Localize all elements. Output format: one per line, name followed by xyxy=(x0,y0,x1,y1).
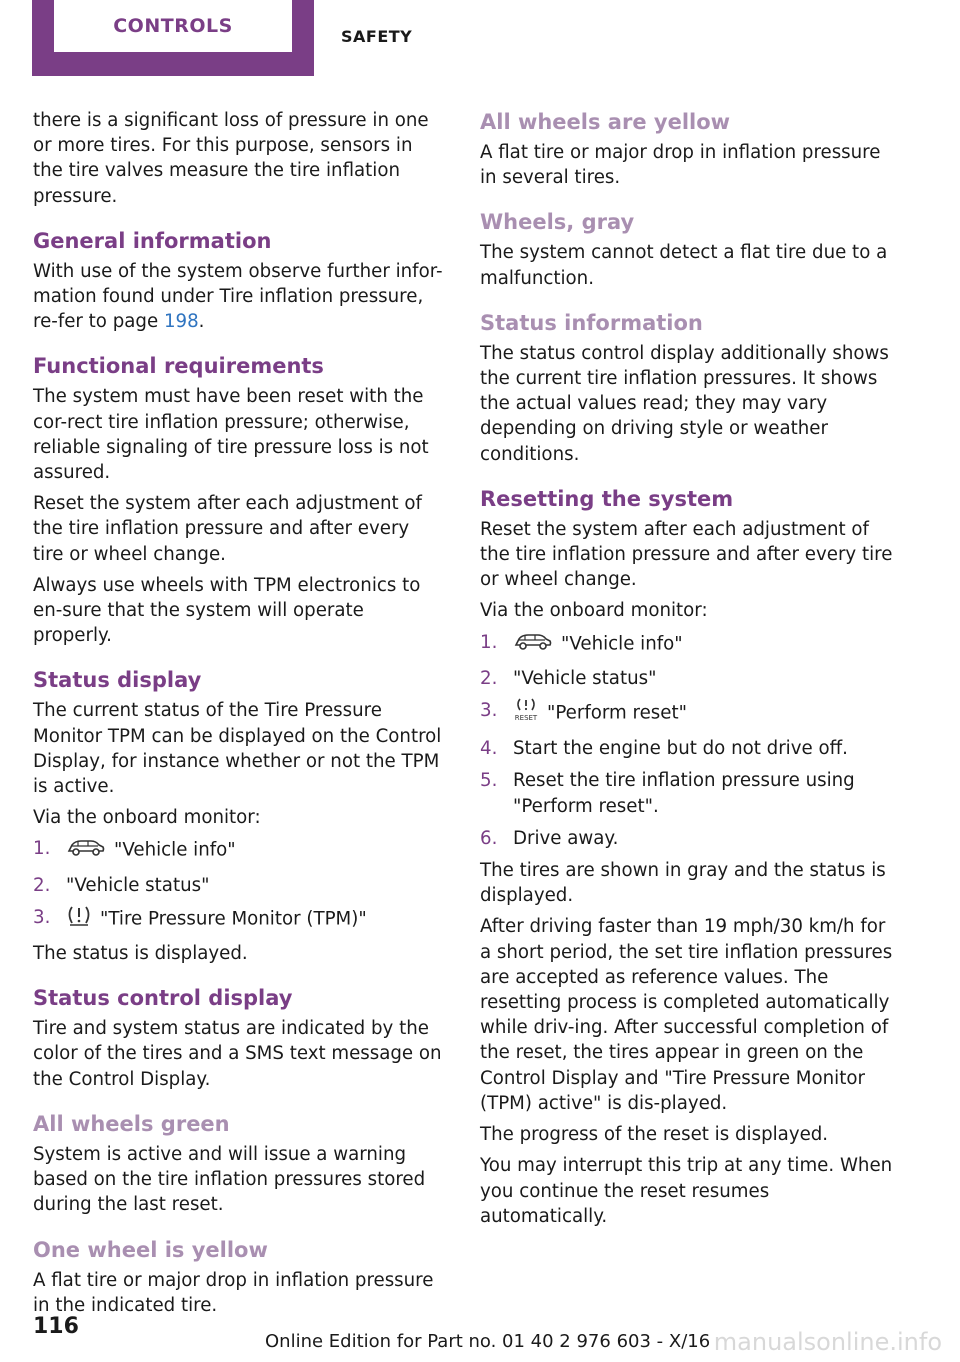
list-item xyxy=(480,630,894,659)
list-item xyxy=(480,768,894,818)
tab-controls[interactable] xyxy=(32,0,314,76)
status-info-p1: The status control display additionally shows the current tire inflation pressures. It shows the actual values read; they may vary depending on driving style or weather conditions. xyxy=(480,342,889,465)
step-text: "Vehicle info" xyxy=(561,633,683,655)
resetting-p6: You may interrupt this trip at any time. When you continue the reset resumes automatically. xyxy=(480,1155,893,1227)
heading-one-wheel-yellow: One wheel is yellow xyxy=(33,1237,268,1262)
step-text: "Perform reset" xyxy=(547,702,687,724)
section-resetting-the-system xyxy=(480,485,894,1229)
resetting-p2: Via the onboard monitor: xyxy=(480,600,708,622)
page-number: 116 xyxy=(33,1314,79,1339)
step-text: "Tire Pressure Monitor (TPM)" xyxy=(100,908,367,930)
list-item xyxy=(33,836,445,865)
resetting-p3: The tires are shown in gray and the status is displayed. xyxy=(480,860,886,907)
svg-text:RESET: RESET xyxy=(514,714,538,723)
edition-note: Online Edition for Part no. 01 40 2 976 603 - X/16 xyxy=(265,1331,711,1352)
step-text: Drive away. xyxy=(513,827,619,849)
step-number: 2. xyxy=(33,874,51,896)
list-item xyxy=(480,736,894,761)
status-display-p3: The status is displayed. xyxy=(33,943,248,965)
all-yellow-p1: A flat tire or major drop in inflation pressure in several tires. xyxy=(480,142,881,189)
header-tabs xyxy=(32,0,413,76)
page-link-198[interactable]: 198 xyxy=(163,311,199,333)
car-icon xyxy=(66,836,106,865)
section-status-display xyxy=(33,666,445,966)
status-control-p1: Tire and system status are indicated by the color of the tires and a SMS text message on the Control Display. xyxy=(33,1018,442,1090)
section-all-wheels-yellow xyxy=(480,108,894,190)
step-number: 3. xyxy=(480,700,498,722)
section-wheels-gray xyxy=(480,208,894,290)
step-number: 6. xyxy=(480,827,498,849)
heading-resetting-the-system: Resetting the system xyxy=(480,486,734,511)
functional-p3: Always use wheels with TPM electronics to en-sure that the system will operate properly. xyxy=(33,574,421,647)
step-text: Start the engine but do not drive off. xyxy=(513,738,848,760)
step-text: Reset the tire inflation pressure using "Perform reset". xyxy=(513,770,855,817)
step-number: 1. xyxy=(33,838,51,860)
heading-all-wheels-green: All wheels green xyxy=(33,1111,230,1136)
step-text: "Vehicle info" xyxy=(114,840,236,862)
section-general-information xyxy=(33,227,445,335)
intro-paragraph: there is a significant loss of pressure in one or more tires. For this purpose, sensors in the tire valves measure the tire inflation pressure. xyxy=(33,110,429,207)
resetting-p4: After driving faster than 19 mph/30 km/h for a short period, the set tire inflation pressures are accepted as reference values. The resetting process is completed automatically while driv-ing. After successful completion of the reset, the tires appear in green on the Control Display and "Tire Pressure Monitor (TPM) active" is dis-played. xyxy=(480,916,893,1114)
section-status-information xyxy=(480,309,894,467)
one-yellow-p1: A flat tire or major drop in inflation pressure in the indicated tire. xyxy=(33,1269,434,1316)
wheels-gray-p1: The system cannot detect a flat tire due to a malfunction. xyxy=(480,242,888,289)
section-functional-requirements xyxy=(33,352,445,648)
functional-p2: Reset the system after each adjustment of the tire inflation pressure and after every tire or wheel change. xyxy=(33,493,422,565)
functional-p1: The system must have been reset with the cor-rect tire inflation pressure; otherwise, reliable signaling of tire pressure loss is not assured. xyxy=(33,386,429,484)
step-text: "Vehicle status" xyxy=(513,667,657,689)
step-number: 3. xyxy=(33,906,51,928)
heading-status-control-display: Status control display xyxy=(33,986,293,1011)
tab-controls-label: CONTROLS xyxy=(54,0,292,52)
left-column xyxy=(33,108,445,1324)
list-item xyxy=(33,873,445,898)
right-column xyxy=(480,108,894,1235)
step-number: 4. xyxy=(480,738,498,760)
step-text: "Vehicle status" xyxy=(66,874,210,896)
watermark: manualsonline.info xyxy=(713,1328,942,1356)
section-one-wheel-yellow xyxy=(33,1236,445,1318)
resetting-p5: The progress of the reset is displayed. xyxy=(480,1124,829,1146)
tab-safety[interactable]: SAFETY xyxy=(341,26,413,46)
heading-status-information: Status information xyxy=(480,310,703,335)
step-number: 1. xyxy=(480,631,498,653)
section-all-wheels-green xyxy=(33,1110,445,1218)
tire-reset-icon xyxy=(513,698,539,729)
list-item xyxy=(480,826,894,851)
heading-all-wheels-yellow: All wheels are yellow xyxy=(480,110,731,134)
list-item xyxy=(33,905,445,934)
resetting-p1: Reset the system after each adjustment of the tire inflation pressure and after every tire or wheel change. xyxy=(480,518,893,591)
tire-warning-icon xyxy=(66,905,92,934)
all-green-p1: System is active and will issue a warning based on the tire inflation pressures stored during the last reset. xyxy=(33,1143,426,1216)
heading-wheels-gray: Wheels, gray xyxy=(480,210,635,235)
status-display-p1: The current status of the Tire Pressure Monitor TPM can be displayed on the Control Display, for instance whether or not the TPM is active. xyxy=(33,700,442,798)
car-icon xyxy=(513,630,553,659)
status-display-steps xyxy=(33,836,445,934)
heading-status-display: Status display xyxy=(33,668,202,693)
section-status-control-display xyxy=(33,984,445,1092)
resetting-steps xyxy=(480,630,894,851)
list-item xyxy=(480,698,894,729)
step-number: 5. xyxy=(480,770,498,792)
step-number: 2. xyxy=(480,667,498,689)
status-display-p2: Via the onboard monitor: xyxy=(33,807,261,829)
general-information-text: With use of the system observe further infor-mation found under Tire inflation pressure, re-fer to page 198. xyxy=(33,260,443,333)
heading-general-information: General information xyxy=(33,228,272,253)
heading-functional-requirements: Functional requirements xyxy=(33,354,324,379)
list-item xyxy=(480,666,894,691)
